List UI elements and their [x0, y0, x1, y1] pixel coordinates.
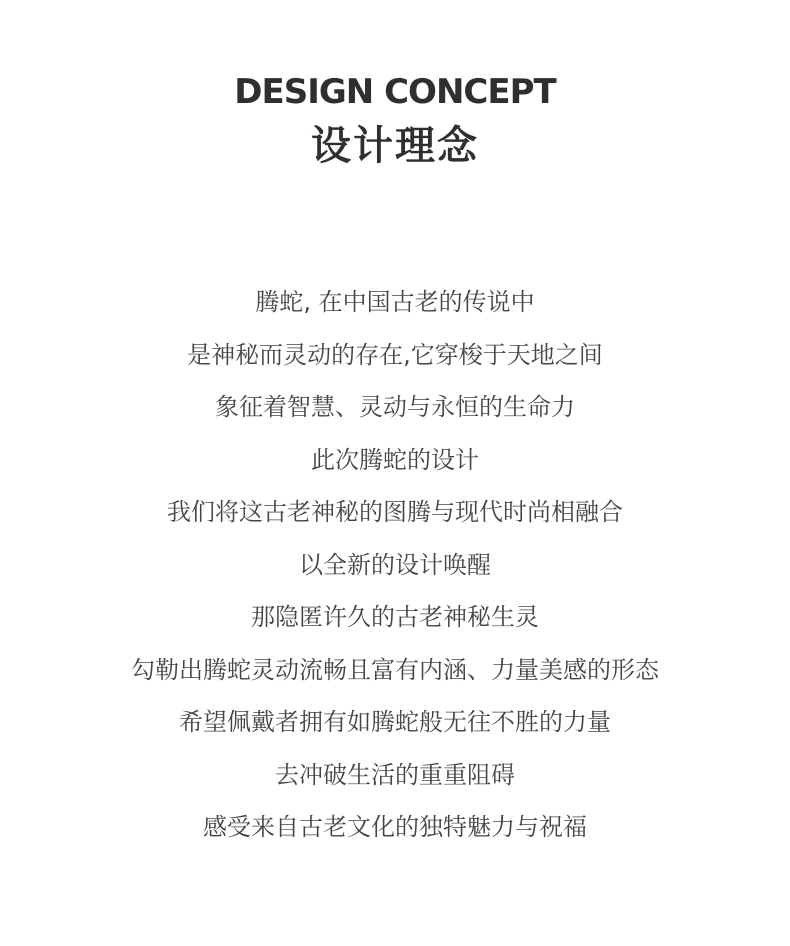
concept-line: 以全新的设计唤醒 [299, 550, 491, 579]
concept-line: 我们将这古老神秘的图腾与现代时尚相融合 [167, 498, 623, 526]
concept-line: 腾蛇, 在中国古老的传说中 [255, 288, 535, 316]
section-heading [0, 70, 790, 172]
concept-line: 此次腾蛇的设计 [311, 445, 479, 474]
concept-line: 是神秘而灵动的存在,它穿梭于天地之间 [187, 340, 603, 369]
title-chinese: 设计理念 [311, 123, 479, 169]
concept-text [0, 279, 790, 857]
concept-line: 希望佩戴者拥有如腾蛇般无往不胜的力量 [179, 708, 611, 736]
concept-line: 感受来自古老文化的独特魅力与祝福 [203, 813, 587, 841]
concept-line: 去冲破生活的重重阻碍 [275, 760, 515, 789]
title-english: DESIGN CONCEPT [234, 72, 556, 112]
concept-line: 那隐匿许久的古老神秘生灵 [251, 603, 539, 631]
concept-line: 象征着智慧、灵动与永恒的生命力 [215, 393, 575, 421]
concept-line: 勾勒出腾蛇灵动流畅且富有内涵、力量美感的形态 [131, 655, 659, 684]
